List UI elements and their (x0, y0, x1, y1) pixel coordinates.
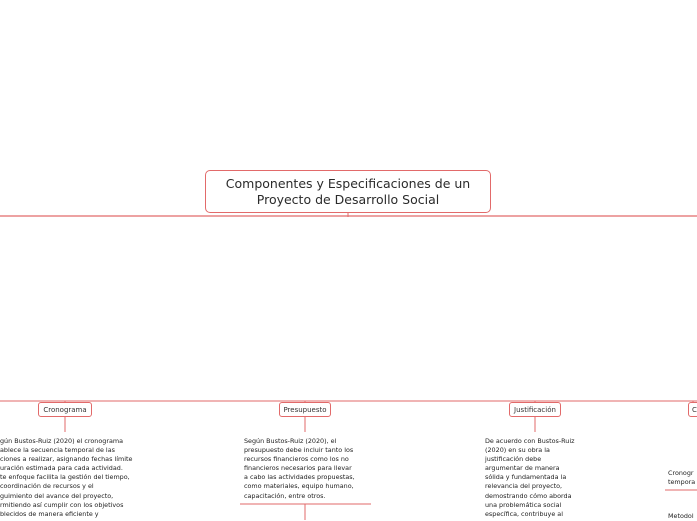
topic-justificacion-label: Justificación (514, 405, 556, 414)
central-topic[interactable] (205, 170, 491, 213)
note-line: blecidos de manera eficiente y (0, 509, 99, 518)
note-line: justificación debe (485, 455, 542, 464)
note-line: ablece la secuencia temporal de las (0, 446, 115, 455)
note-presupuesto (244, 437, 355, 501)
note-justificacion (485, 437, 574, 519)
topic-presupuesto[interactable] (279, 402, 331, 417)
note-line: uración estimada para cada actividad. (0, 464, 123, 473)
note-line: Según Bustos-Ruiz (2020), el (244, 437, 337, 445)
note-line: tempora (668, 478, 696, 487)
note-line: capacitación, entre otros. (244, 491, 326, 500)
note-line: gún Bustos-Ruiz (2020) el cronograma (0, 437, 124, 445)
note-line: a cabo las actividades propuestas, (244, 473, 355, 482)
central-topic-line2: Proyecto de Desarrollo Social (256, 191, 440, 207)
note-line: una problemática social (485, 500, 562, 509)
note-line: como materiales, equipo humano, (244, 482, 354, 491)
topic-justificacion[interactable] (509, 402, 561, 417)
note-cronograma (0, 437, 132, 519)
central-topic-line1: Componentes y Especificaciones de un (225, 175, 471, 191)
note-line: recursos financieros como los no (244, 455, 349, 464)
note-line: financieros necesarios para llevar (244, 464, 352, 473)
note-line: presupuesto debe incluir tanto los (244, 446, 354, 455)
note-line: Metodol (668, 512, 694, 520)
note-line: ciones a realizar, asignando fechas límite (0, 455, 133, 464)
note-line: guimiento del avance del proyecto, (0, 491, 114, 500)
note-line: coordinación de recursos y el (0, 482, 94, 491)
note-line: argumentar de manera (485, 464, 560, 473)
note-line: (2020) en su obra la (485, 446, 550, 455)
note-line: rmitiendo así cumplir con los objetivos (0, 500, 124, 509)
topic-partial-right[interactable] (688, 402, 697, 417)
note-line: Cronogr (668, 469, 694, 477)
topic-partial-right-label: C (692, 405, 697, 414)
note-line: De acuerdo con Bustos-Ruiz (485, 437, 575, 445)
topic-cronograma[interactable] (38, 402, 92, 417)
note-line: demostrando cómo aborda (485, 491, 572, 500)
note-line: sólida y fundamentada la (485, 473, 567, 482)
note-line: relevancia del proyecto, (485, 482, 563, 491)
note-right-partial-1 (668, 469, 695, 487)
topic-cronograma-label: Cronograma (43, 405, 87, 414)
note-line: específica, contribuye al (485, 509, 563, 518)
topic-presupuesto-label: Presupuesto (283, 405, 327, 414)
note-line: te enfoque facilita la gestión del tiempo, (0, 473, 130, 482)
